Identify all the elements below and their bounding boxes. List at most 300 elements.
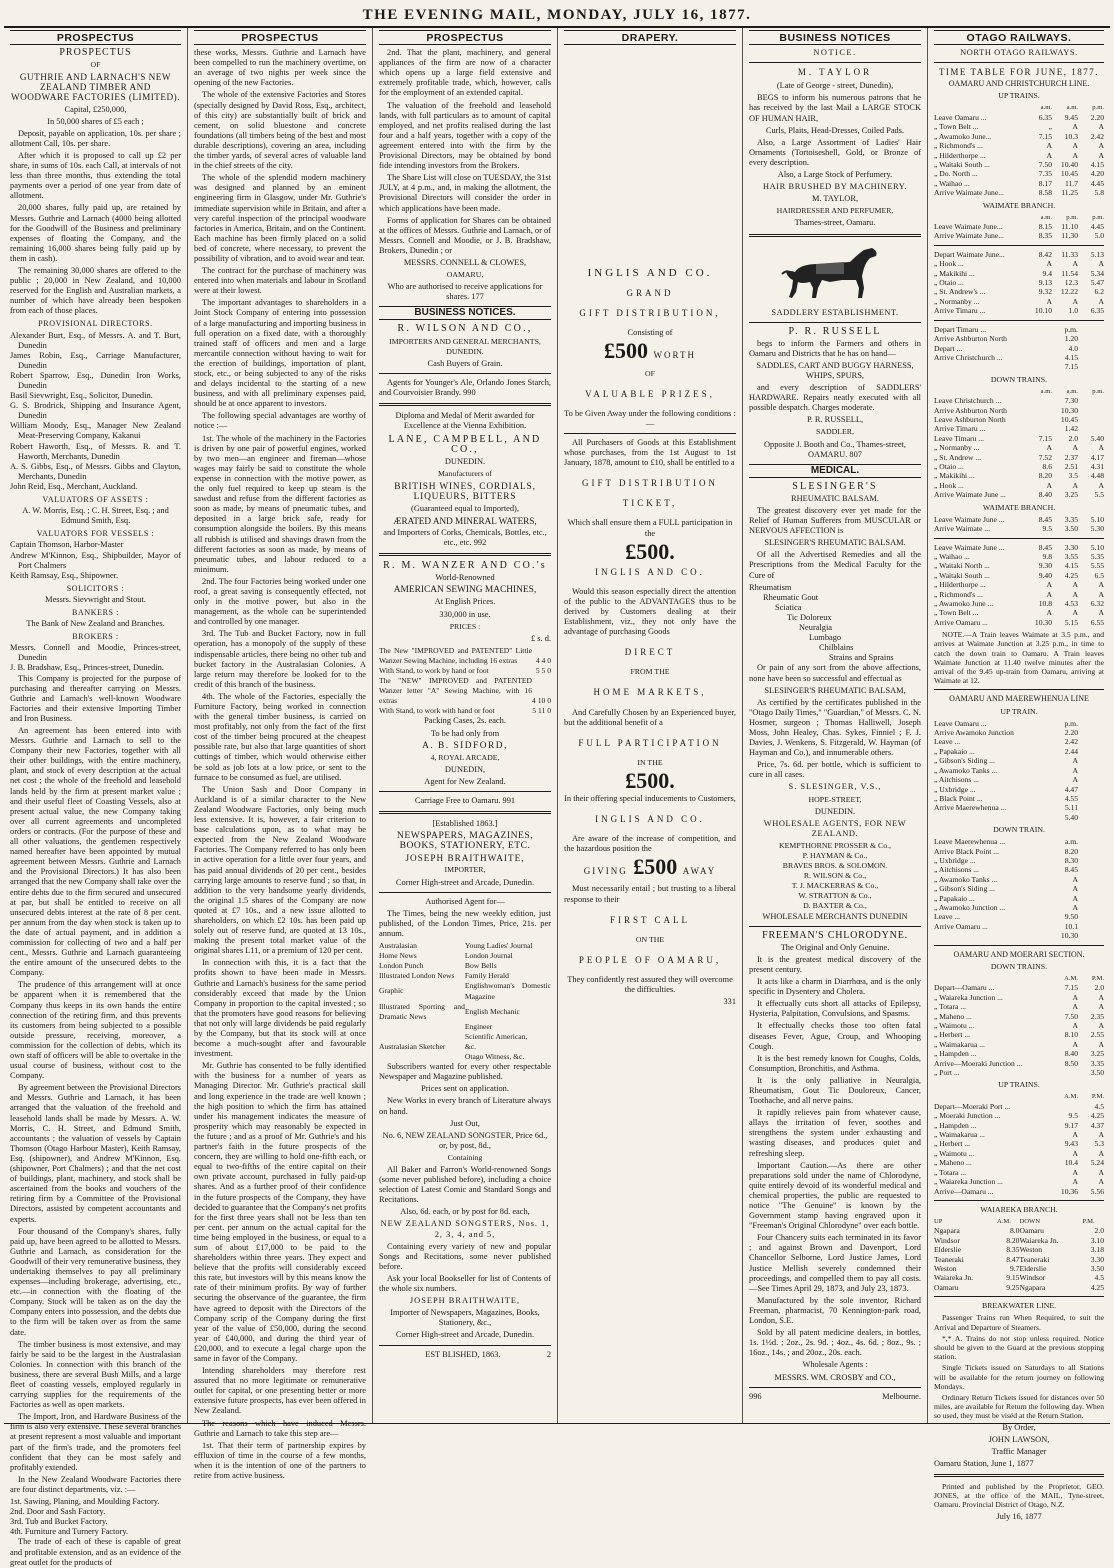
list-item: Lumbago	[809, 633, 842, 643]
wanzer-firm: R. M. WANZER AND CO.'s	[383, 560, 547, 572]
time-cell: 8.15	[1038, 222, 1052, 232]
table-row	[934, 141, 1104, 150]
list-item: W. STRATTON & Co.,	[798, 891, 872, 901]
table-row	[934, 471, 1104, 480]
notice: NOTICE.	[813, 48, 857, 58]
paragraph: *,* A. Trains do not stop unless required. Notice should be given to the Guard at the previous stopping station.	[934, 1333, 1104, 1362]
wholesale: Wholesale Agents :	[802, 1360, 868, 1370]
wilson-firm: R. WILSON AND CO.,	[397, 323, 533, 335]
news-just: Just Out,	[450, 1118, 480, 1128]
grand: GRAND	[626, 288, 674, 299]
station-name: „ Waitaki South ...	[934, 159, 990, 169]
time-cell	[1078, 353, 1104, 362]
table-row	[934, 306, 1104, 315]
station-name: Arrive Timaru ...	[934, 306, 986, 316]
station-name: „ Waimakarua ...	[934, 1039, 985, 1049]
column-1	[4, 28, 188, 1567]
time-cell: 3.30	[1090, 1254, 1104, 1264]
table-cell: Graphic	[379, 986, 404, 996]
time-cell: A	[1098, 1130, 1104, 1140]
news-agent: Authorised Agent for—	[425, 896, 505, 906]
solicitors: Messrs. Sievwright and Stout.	[45, 594, 146, 604]
orig: The Original and Only Genuine.	[780, 942, 890, 952]
table-row	[379, 981, 551, 1001]
time-cell: „	[1048, 122, 1052, 132]
news-songster: No. 6, NEW ZEALAND SONGSTER, Price 6d., or, by post, 8d.,	[382, 1130, 548, 1150]
table-row	[934, 325, 1104, 334]
price-value: 4 4 0	[535, 655, 551, 665]
station-name: Leave Waimate June...	[934, 222, 1003, 232]
station-name: „ Port ...	[934, 1067, 960, 1077]
time-cell: 3.50	[1090, 1067, 1104, 1077]
table-row	[934, 599, 1104, 608]
table-row	[934, 794, 1104, 803]
time-cell: 2.0	[1094, 983, 1104, 993]
timetable	[934, 837, 1104, 940]
timetable	[934, 103, 1104, 197]
station-name: Leave Christchurch ...	[934, 396, 1002, 406]
table-header-cell: A.M.	[997, 1218, 1011, 1225]
station-name: „ Uxbridge ...	[934, 856, 976, 866]
time-cell: 5.5	[1094, 490, 1104, 500]
table-header-cell: p.m.	[1066, 213, 1078, 221]
station-name: Leave Timaru ...	[934, 433, 984, 443]
time-cell: A	[1046, 480, 1052, 490]
paragraph: begs to inform the Farmers and others in Oamaru and Districts that he has on hand—	[749, 338, 921, 358]
paragraph: these works, Messrs. Guthrie and Larnach have been compelled to run the machinery overtime, on an average of two nights per week since the opening of the new Factories.	[194, 48, 366, 88]
paragraph: Would this season especially direct the attention of the public to the ADVANTAGES thus to be derived by Customers dealing at their Establishment, viz., they not only have the advantage of purchasing Goods	[564, 586, 736, 637]
news-name2: JOSEPH BRAITHWAITE,	[409, 1296, 521, 1306]
station-name: „ Normanby ...	[934, 443, 980, 453]
column-2	[188, 28, 373, 1481]
time-cell: 4.25	[1090, 1111, 1104, 1121]
price-item: With Stand, to work by hand or foot	[379, 665, 489, 675]
lane-guar: (Guaranteed equal to Imported),	[411, 503, 519, 513]
table-row	[934, 803, 1104, 812]
masthead: THE EVENING MAIL, MONDAY, JULY 16, 1877.	[4, 4, 1110, 28]
line-2: OAMARU AND MAEREWHENUA LINE	[949, 694, 1089, 704]
section-heading: BUSINESS NOTICES.	[379, 306, 551, 320]
station-name: Arrive Waimate June...	[934, 231, 1004, 241]
paragraph: Single Tickets issued on Saturdays to all Stations will be available for the return journey on following Mondays.	[934, 1363, 1104, 1391]
time-cell	[1026, 875, 1052, 884]
time-cell	[1026, 837, 1052, 846]
station-name: Teaneraki	[934, 1254, 964, 1264]
table-row	[934, 903, 1104, 912]
news-imp2: Importer of Newspapers, Magazines, Books, Stationery, &c.,	[390, 1308, 540, 1328]
time-cell: A	[1098, 443, 1104, 453]
time-cell: Teaneraki	[1019, 1254, 1050, 1264]
time-cell: A	[1046, 141, 1052, 151]
table-header-cell: p.m.	[1092, 213, 1104, 221]
station-name: Leave ...	[934, 737, 961, 747]
paragraph: The reasons which have induced Messrs. Guthrie and Larnach to take this step are—	[194, 1418, 366, 1438]
paragraph: The important advantages to shareholders in a Joint Stock Company of entering into possession of a large manufacturing and importing business in full operation on a fixed date, with a thoroughly trained staff of officers and men and a large mercantile connection without having to wait for the erection of buildings, importation of plant, stock, etc., or being subjected to any of the risks and delays incidental to the starting of a new business, and with all preliminary expenses paid, should be at once apparent to investors.	[194, 298, 366, 409]
time-cell: 3.5	[1068, 471, 1078, 481]
curls: Curls, Plaits, Head-Dresses, Coiled Pads.	[765, 125, 905, 135]
wilson-cash: Cash Buyers of Grain.	[427, 358, 503, 368]
time-cell	[1026, 931, 1052, 940]
station-name: „ Waimakarua ...	[934, 1130, 985, 1140]
paragraph: 3rd. The Tub and Bucket Factory, now in full operation, has a monopoly of the supply of these indispensable articles, there being no other tub and bucket factory in the Australasian Colonies. A large return may therefore be looked for to the credit of this branch of the business.	[194, 629, 366, 689]
time-cell: A	[1072, 1130, 1078, 1140]
bankers-heading: BANKERS :	[72, 607, 119, 617]
time-cell: 2.42	[1090, 131, 1104, 141]
paragraph: By agreement between the Provisional Directors and Messrs. Guthrie and Larnach, it has been arranged that the valuation of the freehold and leasehold lands shall be made by Messrs. A. W. Morris, C. H. Street, and Edmund Smith, accountants ; the valuation of vessels by Captain Thomson (Otago Harbour Master), Keith Ramsay, Esq. (shipowner), and Andrew M'Kinnon, Esq. (shipowner, Port Chalmers) ; and that the net cost of buildings, plant, machinery, and stock shall be ascertained from the books and vouchers of the retiring firm by a Committee of the Provisional Directors, assisted by competent accountants and experts.	[10, 1083, 181, 1224]
direct: DIRECT	[624, 647, 676, 658]
list-item: BRAVES BROS. & SOLOMON.	[782, 861, 888, 871]
station-name: Windsor	[934, 1235, 960, 1245]
time-cell: 9.5	[1042, 524, 1052, 534]
time-cell: A	[1098, 1020, 1104, 1030]
time-cell: 4.37	[1090, 1120, 1104, 1130]
paragraph: 2nd. The four Factories being worked under one roof, a great saving is consequently effected, not only in the motive power, but also in the management, as the whole can be superintended and controlled by one manager.	[194, 576, 366, 627]
timetable-title: TIME TABLE FOR JUNE, 1877.	[938, 67, 1100, 78]
timetable	[934, 1217, 1104, 1292]
paragraph: Are aware of the increase of competition, and the hazardous position the	[564, 834, 736, 854]
inglis-name-2: INGLIS AND CO.	[595, 814, 705, 825]
paragraph: Forms of application for Shares can be obtained at the offices of Messrs. Guthrie and Larnach, or of Messrs. Connell and Moodie, or J. B. Bradshaw, Brokers, Dunedin ; or	[379, 215, 551, 255]
table-header-row	[934, 1217, 1104, 1226]
paragraph: Of all the Advertised Remedies and all the Prescriptions from the Medical Faculty for the Cure of	[749, 550, 921, 580]
paragraph: The whole of the splendid modern machinery was designed and planned by an eminent engineering firm in Glasgow, under Mr. Guthrie's immediate supervision while in Britain, and after a very careful inspection of the principal woodware factories in America, Britain, and on the Continent. Each machine has been firmly placed on a solid bed of concrete, where necessary, to prevent the possibility of vibration, and to avoid wear and tear.	[194, 173, 366, 263]
table-cell: Englishwoman's Domestic Magazine	[464, 981, 551, 1001]
time-cell: A	[1072, 296, 1078, 306]
time-cell: 8.6	[1042, 462, 1052, 472]
time-cell: 10.40	[1060, 159, 1078, 169]
news-times: The Times, being the new weekly edition, just published, of the London Times, Price, 21s. per annum.	[379, 908, 551, 938]
table-row	[934, 231, 1104, 240]
time-cell: 9.45	[1064, 112, 1078, 122]
station-name: Arrive Maerewhenua ...	[934, 803, 1007, 813]
paragraph: The timber business is most extensive, and may fairly be said to be the largest in the Australasian Colonies. In connection with this branch of the business, there are several Bush Mills, and a large fleet of coasting vessels, employed regularly in carrying supplies for the requirements of the Factories as well as open markets.	[10, 1339, 181, 1410]
time-cell	[1052, 1068, 1078, 1077]
time-cell: A	[1046, 443, 1052, 453]
list-item: Captain Thomson, Harbor-Master	[10, 540, 124, 550]
table-row	[934, 151, 1104, 160]
time-cell: 4.25	[1064, 570, 1078, 580]
time-cell	[1078, 931, 1104, 940]
time-cell: A	[1072, 884, 1078, 894]
time-cell: 8.30	[1064, 856, 1078, 866]
divider	[379, 892, 551, 893]
time-cell: 3.25	[1090, 1049, 1104, 1059]
paragraph: They confidently rest assured they will overcome the difficulties.	[567, 974, 733, 995]
station-name: „ Makikihi ...	[934, 471, 975, 481]
time-cell	[1078, 415, 1104, 424]
order: By Order,	[1002, 1422, 1036, 1432]
table-row	[934, 737, 1104, 746]
time-cell: 4.5	[1094, 1273, 1104, 1283]
list-item: Alexander Burt, Esq., of Messrs. A. and T. Burt, Dunedin	[10, 330, 181, 350]
news-footer	[379, 1350, 551, 1360]
time-cell: A	[1098, 122, 1104, 132]
gift: GIFT DISTRIBUTION,	[579, 308, 721, 319]
time-cell: 1.0	[1068, 306, 1078, 316]
station-name: Oamaru	[934, 1282, 959, 1292]
lane-imp: and Importers of Corks, Chemicals, Bottles, etc., etc., etc. 992	[383, 527, 547, 548]
publications-table	[379, 941, 551, 1062]
list-item: G. S. Brodrick, Shipping and Insurance Agent, Dunedin	[10, 401, 181, 421]
time-cell: 4.55	[1064, 793, 1078, 803]
table-header-row	[934, 103, 1104, 112]
time-cell: 5.34	[1090, 268, 1104, 278]
column-3	[373, 28, 558, 1423]
time-cell: A	[1098, 589, 1104, 599]
table-row	[934, 1068, 1104, 1077]
wanzer-had: To be had only from	[430, 728, 500, 738]
time-cell: Oamaru	[1019, 1226, 1044, 1236]
time-cell	[1026, 424, 1052, 433]
station-name: Depart ...	[934, 343, 963, 353]
table-row	[379, 971, 551, 981]
time-cell: A	[1072, 1020, 1078, 1030]
list-item: John Reid, Esq., Merchant, Auckland.	[10, 481, 138, 491]
table-row	[934, 490, 1104, 499]
station-name: „ Awamoko June...	[934, 131, 992, 141]
table-row	[934, 287, 1104, 296]
table-cell: Illustrated London News	[379, 971, 455, 981]
station-name: „ Herbert ...	[934, 1030, 971, 1040]
table-row	[934, 453, 1104, 462]
time-cell	[1078, 803, 1104, 812]
table-row	[934, 847, 1104, 856]
time-cell: 11.54	[1061, 268, 1078, 278]
news-addr2: Corner High-street and Arcade, Dunedin.	[395, 1330, 535, 1340]
station-name: Depart Timaru ...	[934, 324, 987, 334]
table-row	[934, 590, 1104, 599]
time-cell: 9.43	[1064, 1139, 1078, 1149]
time-cell: A	[1098, 1167, 1104, 1177]
time-cell: 8.45	[1038, 542, 1052, 552]
time-cell: 11.25	[1061, 188, 1078, 198]
station-name: „ Hilderthorpe ...	[934, 580, 986, 590]
timetable	[934, 213, 1104, 241]
time-cell: 4.15	[1064, 561, 1078, 571]
table-row	[379, 646, 551, 666]
time-cell: 9.8	[1042, 552, 1052, 561]
lane-firm: LANE, CAMPBELL, AND CO.,	[388, 434, 542, 456]
table-cell: Family Herald	[464, 971, 509, 981]
time-cell: 5.10	[1090, 514, 1104, 524]
table-row	[934, 113, 1104, 122]
table-header-cell	[934, 387, 1026, 396]
paragraph: Sold by all patent medicine dealers, in bottles, 1s. 1½d. ; 2oz., 2s. 9d. ; 4oz., 4s. 6d. ; 8oz., 9s. ; 16oz., 14s. ; and 20oz., 20s. each.	[749, 1328, 921, 1358]
table-row	[379, 666, 551, 676]
time-cell: 8.42	[1038, 249, 1052, 259]
table-row	[934, 1002, 1104, 1011]
wilson-sub: IMPORTERS AND GENERAL MERCHANTS, DUNEDIN.	[389, 336, 541, 356]
list-item: 4th. Furniture and Turnery Factory.	[10, 1527, 129, 1537]
time-cell	[1078, 785, 1104, 794]
table-header-row	[934, 974, 1104, 983]
list-item: Rheumatism	[749, 582, 792, 592]
paragraph: BEGS to inform his numerous patrons that he has received by the last Mail a LARGE STOCK OF HUMAN HAIR,	[749, 93, 921, 123]
list-item: Messrs. Connell and Moodie, Princes-street, Dunedin	[10, 643, 181, 663]
time-cell	[1078, 922, 1104, 931]
price-item: With Stand, to work with hand or foot	[379, 706, 495, 716]
table-row	[934, 353, 1104, 362]
news-works: New Works in every branch of Literature always on hand.	[379, 1096, 551, 1116]
table-row	[934, 1177, 1104, 1186]
table-header-cell: A.M.	[1064, 1093, 1078, 1101]
directors-list	[10, 331, 181, 493]
crosby: MESSRS. WM. CROSBY and CO.,	[774, 1372, 896, 1382]
bankers: The Bank of New Zealand and Branches.	[26, 619, 165, 629]
station-name: Leave Waimate June ...	[934, 542, 1005, 552]
list-item: Strains and Sprains	[829, 653, 894, 663]
time-cell: 2.0	[1094, 1226, 1104, 1236]
time-cell: Windsor	[1019, 1273, 1046, 1283]
time-cell	[1078, 756, 1104, 765]
time-cell: 2.44	[1064, 746, 1078, 756]
time-cell: 3.50	[1090, 1264, 1104, 1274]
divider	[934, 1200, 1104, 1201]
table-row	[934, 344, 1104, 353]
time-cell	[1078, 719, 1104, 728]
time-cell: A	[1072, 874, 1078, 884]
time-cell	[1026, 344, 1052, 353]
timetable	[934, 515, 1104, 534]
time-cell: 9.17	[1064, 1120, 1078, 1130]
divider	[379, 373, 551, 374]
paragraph: The greatest discovery ever yet made for the Relief of Human Sufferers from MUSCULAR or NERVOUS AFFECTION is	[749, 506, 921, 536]
line-4: WAIAREKA BRANCH.	[980, 1204, 1058, 1214]
agents-city: OAMARU,	[446, 270, 484, 280]
table-row	[934, 122, 1104, 131]
on-the: ON THE	[635, 934, 665, 944]
station-name: „ Waitaki North ...	[934, 561, 990, 571]
table-row	[934, 785, 1104, 794]
time-cell: 3.35	[1064, 514, 1078, 524]
up-train: UP TRAIN.	[1000, 706, 1038, 716]
time-cell: 5.0	[1094, 231, 1104, 241]
table-header-row	[934, 387, 1104, 396]
time-cell: 4.17	[1090, 452, 1104, 462]
time-cell: 2.51	[1064, 462, 1078, 472]
time-cell: 10.30	[1034, 617, 1052, 627]
wanzer-arcade: 4, ROYAL ARCADE,	[430, 752, 500, 762]
news-also: Also, 6d. each, or by post for 8d. each,	[400, 1207, 530, 1217]
prospectus-title: PROSPECTUS	[59, 47, 132, 59]
table-row	[934, 561, 1104, 570]
table-cell: &c.	[464, 1041, 477, 1051]
paragraph: In the New Zealand Woodware Factories there are four distinct departments, viz. :—	[10, 1474, 181, 1494]
time-cell: A	[1046, 150, 1052, 160]
station-name: „ Totara ...	[934, 1167, 967, 1177]
time-cell	[1078, 837, 1104, 846]
time-cell: 2.20	[1090, 112, 1104, 122]
table-row	[934, 169, 1104, 178]
time-cell	[1078, 813, 1104, 822]
agents-name: MESSRS. CONNELL & CLOWES,	[403, 257, 527, 267]
time-cell: 8.20	[1038, 471, 1052, 481]
time-cell: A	[1072, 259, 1078, 269]
column-heading: PROSPECTUS	[10, 30, 181, 45]
table-cell: Australasian Sketcher	[379, 1041, 446, 1051]
time-cell: Weston	[1019, 1245, 1043, 1255]
time-cell	[1026, 747, 1052, 756]
list-item: KEMPTHORNE PROSSER & Co.,	[779, 840, 891, 850]
table-row	[934, 728, 1104, 737]
time-cell: 4.47	[1064, 784, 1078, 794]
table-header-cell: P.M.	[1091, 1093, 1104, 1101]
station-name: „ Hook ...	[934, 259, 964, 269]
time-cell: 9.4	[1042, 268, 1052, 278]
table-row	[379, 1002, 551, 1022]
time-cell: 5.40	[1090, 433, 1104, 443]
table-row	[934, 259, 1104, 268]
time-cell: A	[1098, 1177, 1104, 1187]
paragraph: and every description of SADDLERS' HARDWARE. Repairs neatly executed with all possible despatch. Charges moderate.	[749, 383, 921, 413]
waimate-branch: WAIMATE BRANCH.	[982, 200, 1056, 210]
column-heading: DRAPERY.	[564, 30, 736, 45]
time-cell: 8.35	[1038, 231, 1052, 241]
station-name: Waiareka Jn.	[934, 1273, 974, 1283]
station-name: „ Makikihi ...	[934, 268, 975, 278]
time-cell: 9.13	[1038, 278, 1052, 288]
station-name: Arrive Oamaru ...	[934, 617, 988, 627]
down-trains: DOWN TRAINS.	[990, 374, 1048, 384]
time-cell	[1078, 875, 1104, 884]
station-name: „ Waiareka Junction ...	[934, 1177, 1003, 1187]
news-title: NEWSPAPERS, MAGAZINES, BOOKS, STATIONERY, ETC.	[396, 830, 534, 852]
table-header-cell: a.m.	[1040, 104, 1052, 112]
time-cell: 5.15	[1064, 617, 1078, 627]
station-name: „ Richmond's ...	[934, 141, 983, 151]
table-row	[934, 424, 1104, 433]
table-row	[934, 931, 1104, 940]
whole2: WHOLESALE MERCHANTS DUNEDIN	[762, 911, 908, 921]
table-row	[934, 884, 1104, 893]
time-cell: A	[1098, 480, 1104, 490]
time-cell: 3.50	[1064, 524, 1078, 534]
news-ask: Ask your local Bookseller for list of Contents of the whole six numbers.	[379, 1273, 551, 1294]
line-1: OAMARU AND CHRISTCHURCH LINE.	[948, 79, 1090, 89]
lawson: JOHN LAWSON,	[988, 1434, 1050, 1444]
time-cell: A	[1046, 296, 1052, 306]
time-cell	[1078, 847, 1104, 856]
time-cell	[1026, 903, 1052, 912]
table-row	[934, 543, 1104, 552]
divider	[379, 811, 551, 814]
time-cell: 5.35	[1090, 552, 1104, 561]
time-cell: 11.7	[1064, 178, 1078, 188]
divider	[564, 433, 736, 434]
station-name: „ St. Andrew's ...	[934, 287, 986, 297]
time-cell	[1078, 884, 1104, 893]
table-cell: Home News	[379, 951, 417, 961]
station-name: „ Aitchisons ...	[934, 865, 979, 875]
table-row	[934, 1226, 1104, 1235]
paragraph: The remaining 30,000 shares are offered to the public ; 20,000 in New Zealand, and 10,000 reserved for the English and Australian markets, a number of which have already been bespoken from each of those places.	[10, 265, 181, 316]
table-row	[934, 481, 1104, 490]
time-cell: 12.3	[1064, 278, 1078, 288]
paragraph: Ordinary Return Tickets issued for distances over 50 miles, are available for Return the following day. When so used, they must be viséd at the Return Station.	[934, 1392, 1104, 1421]
time-cell: A	[1072, 443, 1078, 453]
first-call: FIRST CALL	[609, 914, 691, 925]
time-cell: 7.15	[1038, 433, 1052, 443]
table-row	[934, 1059, 1104, 1068]
whole: WHOLESALE AGENTS, FOR NEW ZEALAND.	[763, 818, 907, 838]
divider	[934, 320, 1104, 321]
divider	[934, 538, 1104, 539]
est-note: [Established 1863.]	[432, 819, 498, 829]
russell2: P. R. RUSSELL,	[806, 415, 864, 425]
station-name: „ Awamoko Tanks ...	[934, 765, 998, 775]
paragraph: Four Chancery suits each terminated in its favor ; and against Brown and Davenport, Lord Chancellor Selborne, Lord Justice James, Lord Justice Mellish severely condemned their proceedings, and compelled them to pay all costs.—See Times April 29, 1873, and July 23, 1873.	[749, 1233, 921, 1293]
table-header-cell: A.M.	[1064, 974, 1078, 982]
